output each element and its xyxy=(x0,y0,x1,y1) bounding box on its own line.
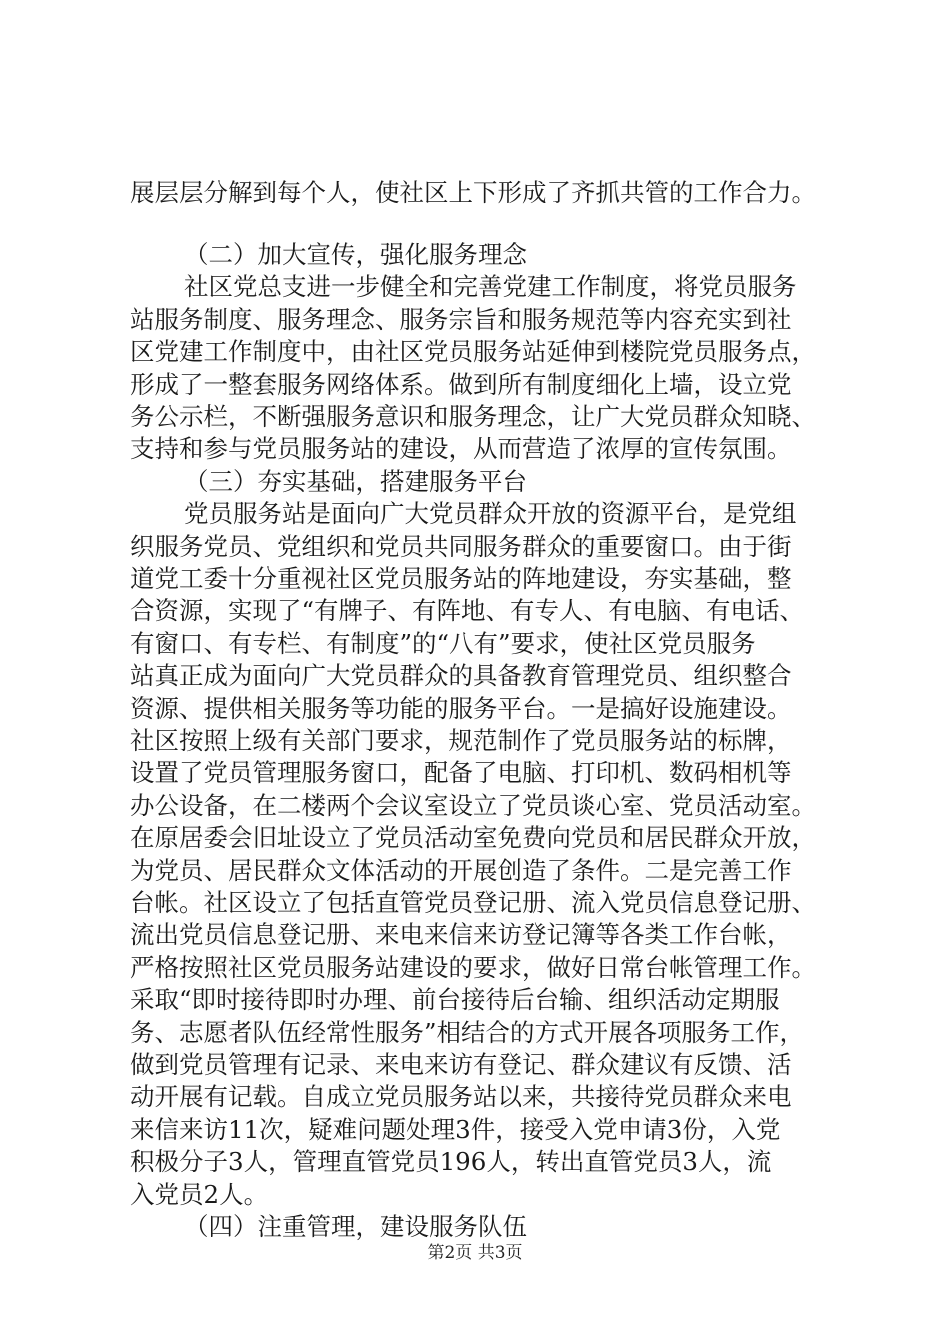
paragraph-line: 形成了一整套服务网络体系。做到所有制度细化上墙，设立党 xyxy=(130,369,792,399)
paragraph-line: 支持和参与党员服务站的建设，从而营造了浓厚的宣传氛围。 xyxy=(130,434,792,464)
paragraph-line: 有窗口、有专栏、有制度”的“八有”要求，使社区党员服务 xyxy=(130,628,756,658)
section-heading-4: （四）注重管理，建设服务队伍 xyxy=(184,1212,527,1241)
paragraph-line: 做到党员管理有记录、来电来访有登记、群众建议有反馈、活 xyxy=(130,1050,792,1079)
paragraph-line: 区党建工作制度中，由社区党员服务站延伸到楼院党员服务点， xyxy=(130,337,816,367)
paragraph-line: 台帐。社区设立了包括直管党员登记册、流入党员信息登记册、 xyxy=(130,888,816,917)
paragraph-line: 为党员、居民群众文体活动的开展创造了条件。二是完善工作 xyxy=(130,855,792,885)
paragraph-line: 严格按照社区党员服务站建设的要求，做好日常台帐管理工作。 xyxy=(130,952,816,982)
paragraph-line: 展层层分解到每个人，使社区上下形成了齐抓共管的工作合力。 xyxy=(130,178,816,207)
paragraph-line: 党员服务站是面向广大党员群众开放的资源平台，是党组 xyxy=(184,499,797,529)
paragraph-line: 采取“即时接待即时办理、前台接待后台输、组织活动定期服 xyxy=(130,985,780,1015)
paragraph-line: 设置了党员管理服务窗口，配备了电脑、打印机、数码相机等 xyxy=(130,758,792,788)
section-heading-3: （三）夯实基础，搭建服务平台 xyxy=(184,466,527,496)
paragraph-line: 社区按照上级有关部门要求，规范制作了党员服务站的标牌， xyxy=(130,726,792,755)
paragraph-line: 站服务制度、服务理念、服务宗旨和服务规范等内容充实到社 xyxy=(130,304,792,334)
paragraph-line: 办公设备，在二楼两个会议室设立了党员谈心室、党员活动室。 xyxy=(130,790,816,820)
paragraph-line: 流出党员信息登记册、来电来信来访登记簿等各类工作台帐， xyxy=(130,920,792,950)
paragraph-line: 务公示栏，不断强服务意识和服务理念，让广大党员群众知晓、 xyxy=(130,402,816,431)
paragraph-line: 织服务党员、党组织和党员共同服务群众的重要窗口。由于街 xyxy=(130,531,792,561)
paragraph-line: 来信来访11次，疑难问题处理3件，接受入党申请3份，入党 xyxy=(130,1114,781,1144)
page-footer: 第2页 共3页 xyxy=(427,1243,523,1263)
paragraph-line: 资源、提供相关服务等功能的服务平台。一是搞好设施建设。 xyxy=(130,693,792,723)
paragraph-line: 入党员2人。 xyxy=(130,1179,269,1209)
section-heading-2: （二）加大宣传，强化服务理念 xyxy=(184,240,527,269)
paragraph-line: 站真正成为面向广大党员群众的具备教育管理党员、组织整合 xyxy=(130,661,792,691)
paragraph-line: 在原居委会旧址设立了党员活动室免费向党员和居民群众开放， xyxy=(130,823,816,853)
paragraph-line: 务、志愿者队伍经常性服务”相结合的方式开展各项服务工作， xyxy=(130,1017,805,1047)
paragraph-line: 合资源，实现了“有牌子、有阵地、有专人、有电脑、有电话、 xyxy=(130,596,805,626)
paragraph-line: 动开展有记载。自成立党员服务站以来，共接待党员群众来电 xyxy=(130,1082,792,1112)
paragraph-line: 积极分子3人，管理直管党员196人，转出直管党员3人，流 xyxy=(130,1147,772,1177)
paragraph-line: 社区党总支进一步健全和完善党建工作制度，将党员服务 xyxy=(184,272,797,302)
paragraph-line: 道党工委十分重视社区党员服务站的阵地建设，夯实基础，整 xyxy=(130,564,792,593)
